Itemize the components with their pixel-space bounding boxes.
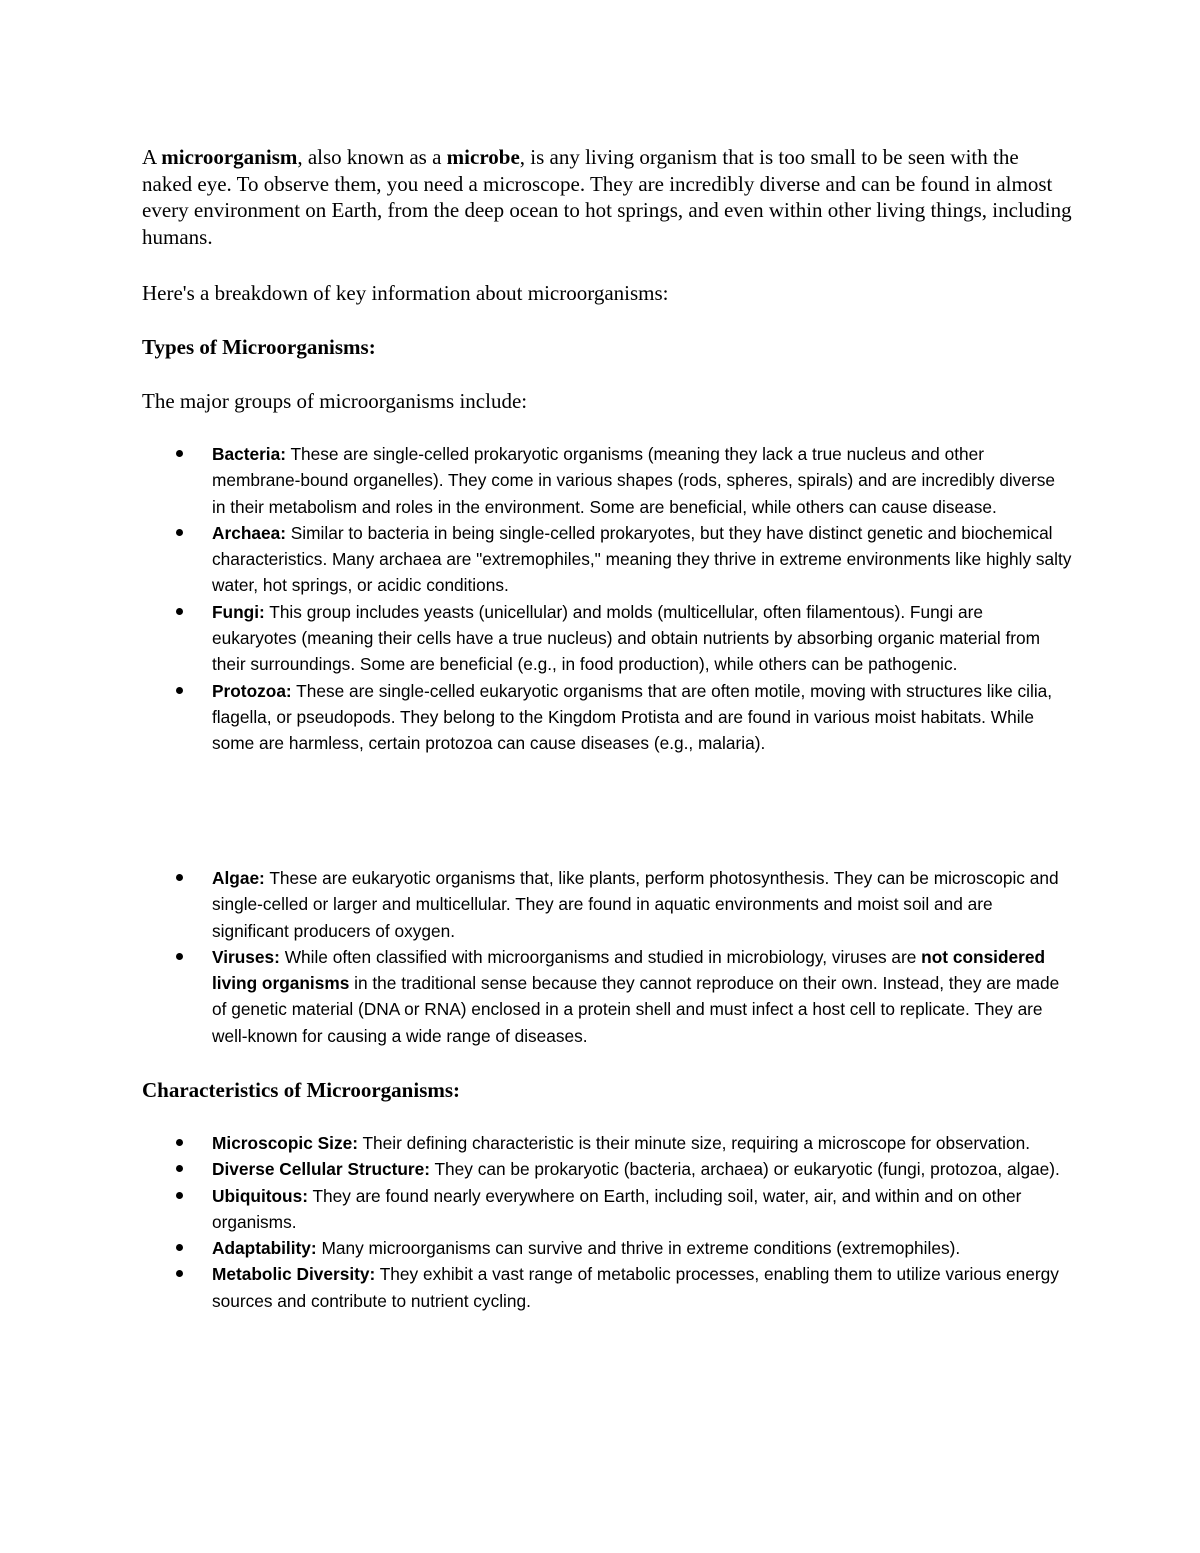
item-text: They are found nearly everywhere on Earth, including soil, water, air, and within and on other organisms. (212, 1185, 1022, 1232)
item-term: Metabolic Diversity: (212, 1264, 376, 1285)
types-list-continued (212, 865, 1072, 1049)
bullet-icon (176, 450, 183, 457)
bullet-icon (176, 687, 183, 694)
item-text: Similar to bacteria in being single-celled prokaryotes, but they have distinct genetic and biochemical characteristics. Many archaea are "extremophiles," meaning they thrive in extreme environments like highly salty water, hot springs, or acidic conditions. (212, 522, 1072, 596)
list-item (212, 1156, 1072, 1182)
list-item (212, 599, 1072, 678)
item-text: They exhibit a vast range of metabolic processes, enabling them to utilize various energy sources and contribute to nutrient cycling. (212, 1264, 1059, 1311)
list-item (212, 944, 1072, 1049)
intro-paragraph (142, 144, 1072, 250)
characteristics-heading: Characteristics of Microorganisms: (142, 1078, 461, 1102)
list-item (212, 1235, 1072, 1261)
item-term: Diverse Cellular Structure: (212, 1159, 431, 1180)
characteristics-list (212, 1130, 1072, 1314)
item-text: These are single-celled eukaryotic organisms that are often motile, moving with structures like cilia, flagella, or pseudopods. They belong to the Kingdom Protista and are found in various moist habitats. While some are harmless, certain protozoa can cause diseases (e.g., malaria). (212, 680, 1053, 754)
bullet-icon (176, 953, 183, 960)
list-item (212, 520, 1072, 599)
types-heading: Types of Microorganisms: (142, 335, 376, 359)
types-lead: The major groups of microorganisms include: (142, 389, 528, 413)
bullet-icon (176, 1244, 183, 1251)
bullet-icon (176, 1192, 183, 1199)
item-text: in the traditional sense because they cannot reproduce on their own. Instead, they are made of genetic material (DNA or RNA) enclosed in a protein shell and must infect a host cell to replicate. They are well-known for causing a wide range of diseases. (212, 973, 1060, 1046)
item-term: Protozoa: (212, 680, 292, 701)
types-list (212, 441, 1072, 757)
term-microorganism: microorganism (161, 145, 298, 169)
item-text: These are single-celled prokaryotic organisms (meaning they lack a true nucleus and other membrane-bound organelles). They come in various shapes (rods, spheres, spirals) and are incredibly diverse in their metabolism and roles in the environment. Some are beneficial, while others can cause disease. (212, 444, 1056, 517)
intro-text-c: , is any living organism that is too small to be seen with the naked eye. To observe them, you need a microscope. They are incredibly diverse and can be found in almost every environment on Earth, from the deep ocean to hot springs, and even within other living things, including humans. (142, 145, 1072, 249)
bullet-icon (176, 874, 183, 881)
term-microbe: microbe (446, 145, 520, 169)
item-text: While often classified with microorganisms and studied in microbiology, viruses are (279, 946, 922, 967)
item-term: Viruses: (212, 946, 280, 967)
bullet-icon (176, 529, 183, 536)
list-item (212, 1130, 1072, 1156)
item-term: Microscopic Size: (212, 1133, 358, 1153)
item-text: Many microorganisms can survive and thrive in extreme conditions (extremophiles). (316, 1238, 961, 1259)
list-item (212, 678, 1072, 757)
item-term: Adaptability: (212, 1238, 317, 1259)
item-text: This group includes yeasts (unicellular) and molds (multicellular, often filamentous). Fungi are eukaryotes (meaning their cells have a true nucleus) and obtain nutrients by absorbing organic material from their surroundings. Some are beneficial (e.g., in food production), while others can be pathogenic. (212, 601, 1041, 675)
item-text: Their defining characteristic is their minute size, requiring a microscope for observation. (357, 1133, 1031, 1153)
bullet-icon (176, 1139, 183, 1146)
bullet-icon (176, 1165, 183, 1172)
item-text: They can be prokaryotic (bacteria, archaea) or eukaryotic (fungi, protozoa, algae). (430, 1159, 1060, 1180)
intro-text-b: , also known as a (297, 145, 447, 169)
item-term: Bacteria: (212, 444, 286, 464)
breakdown-paragraph: Here's a breakdown of key information about microorganisms: (142, 281, 669, 305)
item-term: Ubiquitous: (212, 1185, 308, 1206)
list-item (212, 441, 1072, 520)
bullet-icon (176, 1270, 183, 1277)
list-item (212, 1261, 1072, 1314)
item-emphasis: not considered living organisms (212, 946, 1046, 994)
list-item (212, 865, 1072, 944)
item-term: Fungi: (212, 601, 265, 622)
list-item (212, 1183, 1072, 1236)
item-term: Algae: (212, 868, 265, 888)
item-term: Archaea: (212, 522, 286, 543)
bullet-icon (176, 608, 183, 615)
intro-text-a: A (142, 145, 162, 169)
item-text: These are eukaryotic organisms that, like plants, perform photosynthesis. They can be microscopic and single-celled or larger and multicellular. They are found in aquatic environments and moist soil and are significant producers of oxygen. (212, 868, 1059, 941)
